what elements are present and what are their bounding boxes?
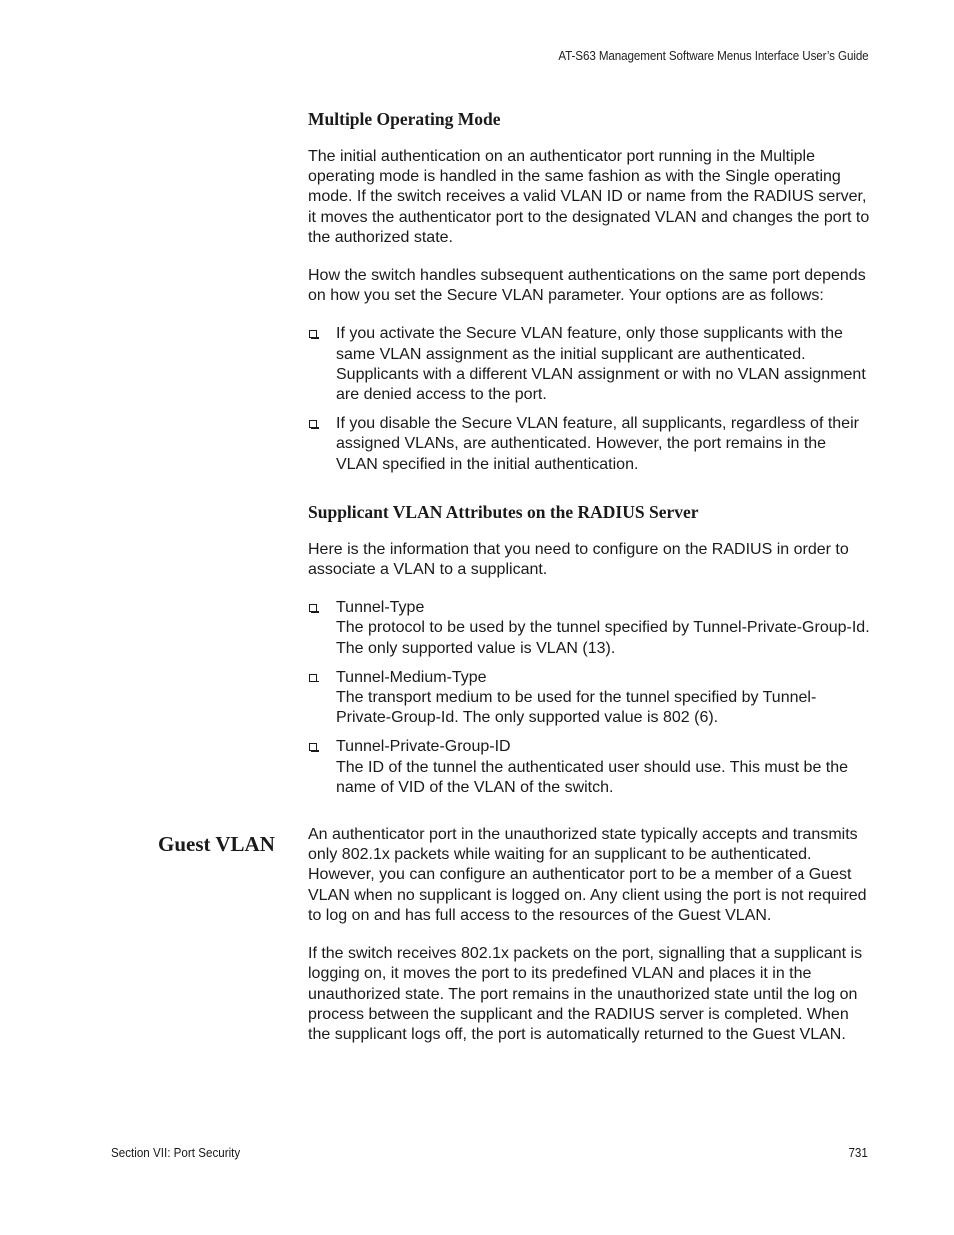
checkbox-bullet-icon xyxy=(309,604,317,612)
attribute-description: The ID of the tunnel the authenticated user should use. This must be the name of VID of the VLAN of the switch. xyxy=(336,758,849,796)
attribute-description: The transport medium to be used for the tunnel specified by Tunnel-Private-Group-Id. The only supported value is 802 (6). xyxy=(336,689,817,727)
bullet-list-secure-vlan xyxy=(308,324,870,474)
list-item-text: If you activate the Secure VLAN feature, only those supplicants with the same VLAN assignment as the initial supplicant are authenticated. Supplicants with a different VLAN assignment or with no VLAN assignment are denied access to the port. xyxy=(336,325,866,404)
paragraph: An authenticator port in the unauthorized state typically accepts and transmits only 802.1x packets while waiting for an supplicant to be authenticated. However, you can configure an authenticator port to be a member of a Guest VLAN when no supplicant is logged on. Any client using the port is not required to log on and has full access to the resources of the Guest VLAN. xyxy=(308,826,867,924)
list-item xyxy=(308,737,870,798)
guest-vlan-section xyxy=(308,825,870,1045)
side-heading-guest-vlan: Guest VLAN xyxy=(158,832,275,856)
footer-page-number: 731 xyxy=(848,1146,868,1160)
checkbox-bullet-icon xyxy=(309,674,317,682)
attribute-term: Tunnel-Medium-Type xyxy=(336,668,487,686)
checkbox-bullet-icon xyxy=(309,330,317,338)
attribute-term: Tunnel-Type xyxy=(336,599,425,617)
paragraph: The initial authentication on an authenticator port running in the Multiple operating mode is handled in the same fashion as with the Single operating mode. If the switch receives a valid VLAN ID or name from the RADIUS server, it moves the authenticator port to the designated VLAN and changes the port to the authorized state. xyxy=(308,148,870,246)
main-content xyxy=(308,108,870,1063)
paragraph: How the switch handles subsequent authentications on the same port depends on how you set the Secure VLAN parameter. Your options are as follows: xyxy=(308,267,866,305)
list-item xyxy=(308,668,870,729)
running-header: AT-S63 Management Software Menus Interface User’s Guide xyxy=(558,49,869,63)
paragraph: If the switch receives 802.1x packets on the port, signalling that a supplicant is logging on, it moves the port to its predefined VLAN and places it in the unauthorized state. The port remains in the unauthorized state until the log on process between the supplicant and the RADIUS server is completed. When the supplicant logs off, the port is automatically returned to the Guest VLAN. xyxy=(308,945,863,1043)
section-heading-supplicant-attrs: Supplicant VLAN Attributes on the RADIUS Server xyxy=(308,501,699,522)
checkbox-bullet-icon xyxy=(309,420,317,428)
attribute-term: Tunnel-Private-Group-ID xyxy=(336,738,511,756)
list-item xyxy=(308,414,870,475)
attribute-description: The protocol to be used by the tunnel specified by Tunnel-Private-Group-Id. The only supported value is VLAN (13). xyxy=(336,619,870,657)
footer-section: Section VII: Port Security xyxy=(111,1146,241,1160)
list-item-text: If you disable the Secure VLAN feature, all supplicants, regardless of their assigned VLANs, are authenticated. However, the port remains in the VLAN specified in the initial authentication. xyxy=(336,415,859,473)
checkbox-bullet-icon xyxy=(309,743,317,751)
paragraph: Here is the information that you need to configure on the RADIUS in order to associate a VLAN to a supplicant. xyxy=(308,540,849,579)
bullet-list-attributes xyxy=(308,598,870,798)
section-heading-multiple-mode: Multiple Operating Mode xyxy=(308,109,501,129)
list-item xyxy=(308,324,870,405)
list-item xyxy=(308,598,870,659)
